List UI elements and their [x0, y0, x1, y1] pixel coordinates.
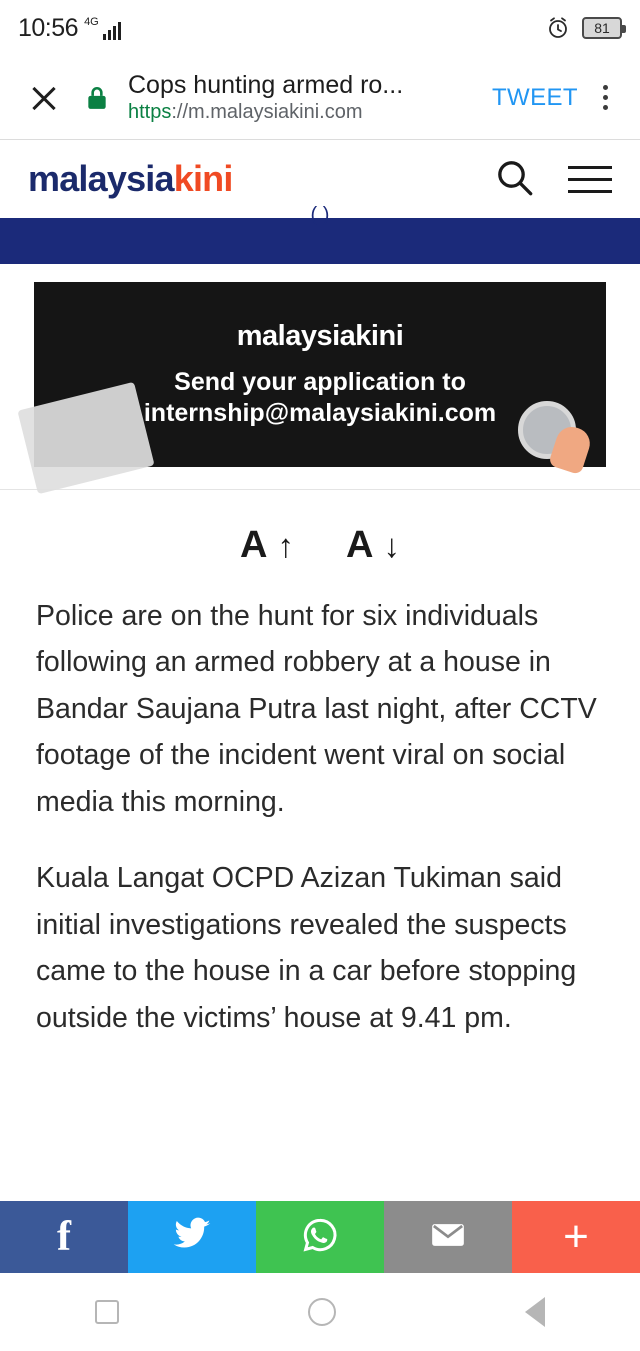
signal-bars-icon: [103, 20, 121, 40]
share-email-button[interactable]: [384, 1201, 512, 1273]
status-bar-left: [18, 13, 121, 42]
ad-banner-container: [0, 264, 640, 490]
section-color-strip: [0, 204, 640, 264]
hamburger-menu-icon[interactable]: [568, 166, 612, 193]
share-twitter-button[interactable]: [128, 1201, 256, 1273]
square-recents-icon[interactable]: [95, 1300, 119, 1324]
facebook-icon: f: [57, 1214, 71, 1260]
article-body: [0, 593, 640, 1201]
increase-font-button[interactable]: [240, 524, 294, 567]
system-navigation-bar: [0, 1273, 640, 1351]
url-scheme: https: [128, 101, 172, 124]
ad-brand-text: malaysiakini: [236, 320, 404, 352]
share-more-button[interactable]: [512, 1201, 640, 1273]
decrease-font-letter: A: [346, 524, 374, 566]
url-host: ://m.malaysiakini.com: [171, 101, 363, 124]
strip-clipped-text: ( ): [310, 204, 330, 226]
whatsapp-icon: [300, 1215, 340, 1260]
tweet-button[interactable]: TWEET: [486, 78, 584, 118]
lock-icon: [80, 85, 114, 111]
arrow-up-icon: ↑: [277, 527, 294, 564]
ad-line-1: Send your application to: [174, 368, 466, 396]
font-size-controls: [0, 490, 640, 593]
battery-indicator: [582, 17, 622, 39]
battery-level-label: 81: [594, 20, 610, 36]
triangle-back-icon[interactable]: [525, 1297, 545, 1327]
decrease-font-button[interactable]: [346, 524, 400, 567]
network-type-label: 4G: [84, 15, 99, 28]
site-header-actions: [494, 157, 612, 202]
ad-banner[interactable]: [34, 282, 606, 467]
page-url: [128, 101, 478, 124]
email-icon: [428, 1215, 468, 1260]
page-title: Cops hunting armed ro...: [128, 70, 404, 99]
circle-home-icon[interactable]: [308, 1298, 336, 1326]
arrow-down-icon: ↓: [383, 527, 400, 564]
plus-icon: +: [563, 1212, 589, 1261]
address-bar[interactable]: [114, 71, 486, 125]
share-bar: [0, 1201, 640, 1273]
kebab-menu-icon[interactable]: [584, 76, 626, 120]
ad-line-2: internship@malaysiakini.com: [143, 399, 497, 427]
article-paragraph: Kuala Langat OCPD Azizan Tukiman said initial investigations revealed the suspects came to the house in a car before stopping outside the victims’ house at 9.41 pm.: [36, 862, 577, 1034]
share-whatsapp-button[interactable]: [256, 1201, 384, 1273]
twitter-icon: [172, 1215, 212, 1260]
article-paragraph: Police are on the hunt for six individuals following an armed robbery at a house in Bandar Saujana Putra last night, after CCTV footage of the incident went viral on social media this morning.: [36, 600, 597, 818]
logo-primary-text: malaysia: [28, 158, 174, 199]
status-time: 10:56: [18, 13, 79, 42]
increase-font-letter: A: [240, 524, 268, 566]
logo-accent-text: kini: [173, 158, 233, 199]
alarm-clock-icon: [546, 16, 570, 40]
share-facebook-button[interactable]: [0, 1201, 128, 1273]
close-icon[interactable]: [22, 76, 66, 120]
browser-toolbar: [0, 56, 640, 140]
status-bar-right: [546, 16, 622, 40]
search-icon[interactable]: [494, 157, 534, 202]
keyboard-image: [17, 382, 154, 494]
status-bar: [0, 0, 640, 56]
site-logo[interactable]: [28, 158, 233, 200]
